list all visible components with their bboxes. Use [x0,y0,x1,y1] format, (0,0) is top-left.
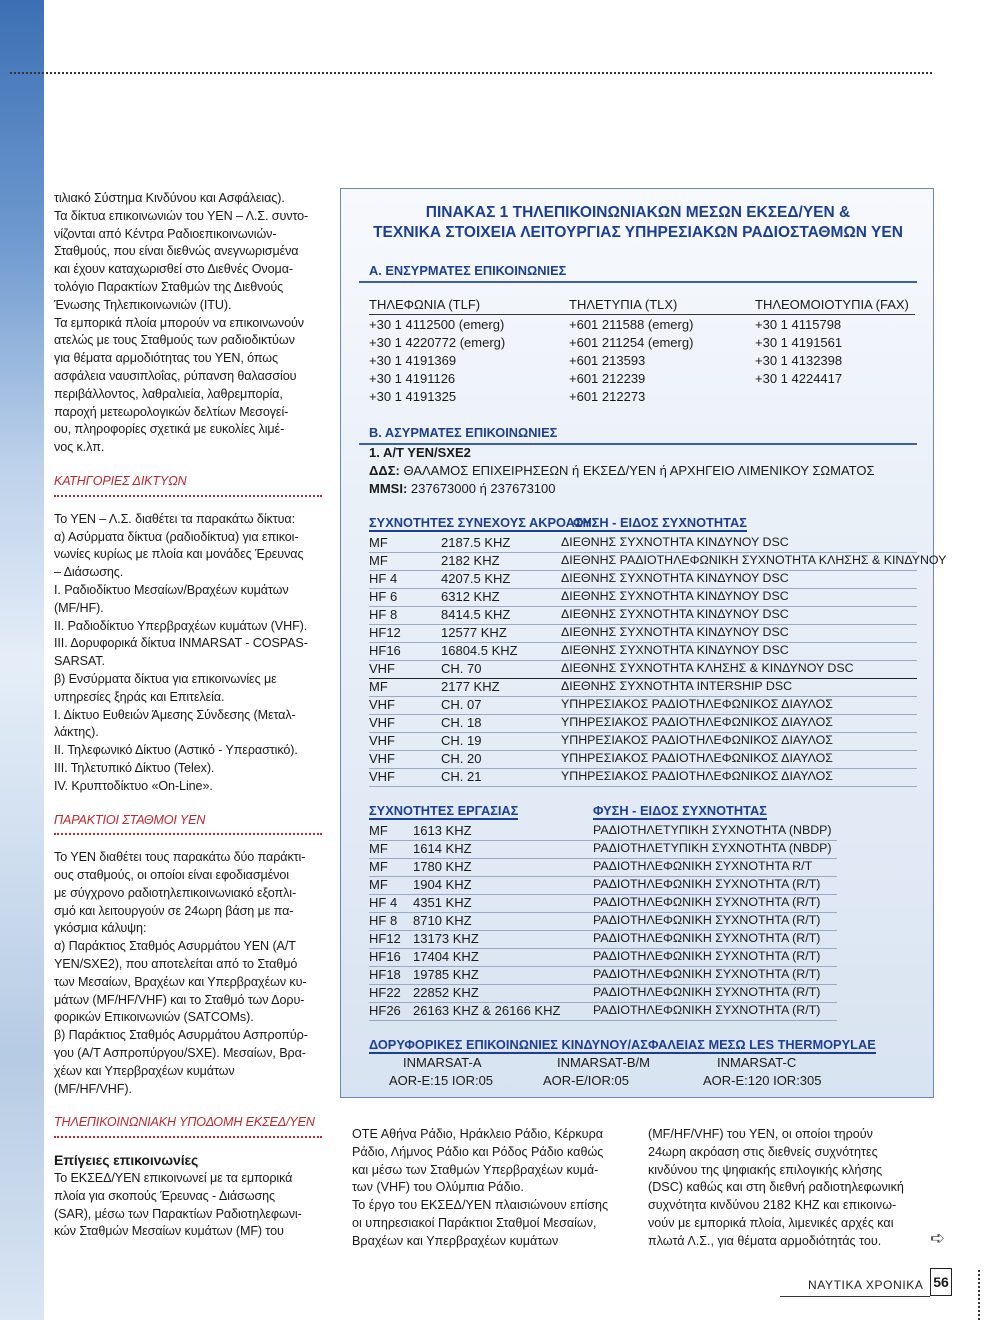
watch-nature: ΥΠΗΡΕΣΙΑΚΟΣ ΡΑΔΙΟΤΗΛΕΦΩΝΙΚΟΣ ΔΙΑΥΛΟΣ [561,733,833,747]
text-line: νίζονται από Κέντρα Ραδιοεπικοινωνιών- [54,226,277,241]
text-line: νωνίες κυρίως με πλοία και μονάδες Έρευνας [54,547,304,562]
satellite-value: AOR-E:120 IOR:305 [703,1073,822,1088]
text-line: Το ΕΚΣΕΔ/ΥΕΝ επικοινωνεί με τα εμπορικά [54,1171,293,1186]
watch-band: HF 8 [369,607,398,622]
watch-nature-header: ΦΥΣΗ - ΕΙΔΟΣ ΣΥΧΝΟΤΗΤΑΣ [573,515,747,530]
dds-value: ΘΑΛΑΜΟΣ ΕΠΙΧΕΙΡΗΣΕΩΝ ή ΕΚΣΕΔ/ΥΕΝ ή ΑΡΧΗΓΕΙΟ ΛΙΜΕΝΙΚΟΥ ΣΩΜΑΤΟΣ [403,463,875,478]
text-line: κινδύνου της ψηφιακής επιλογικής κλήσης [648,1162,883,1177]
table-title-line-1: ΠΙΝΑΚΑΣ 1 ΤΗΛΕΠΙΚΟΙΝΩΝΙΑΚΩΝ ΜΕΣΩΝ ΕΚΣΕΔ/ΥΕΝ & [425,204,851,221]
watch-frequency: CH. 07 [441,697,482,712]
watch-nature: ΔΙΕΘΝΗΣ ΣΥΧΝΟΤΗΤΑ ΚΙΝΔΥΝΟΥ DSC [561,625,789,639]
watch-frequency: 2177 KHZ [441,679,500,694]
section-a-label: Α. ΕΝΣΥΡΜΑΤΕΣ ΕΠΙΚΟΙΝΩΝΙΕΣ [369,263,567,278]
station-name: 1. Α/Τ ΥΕΝ/SXE2 [369,445,471,460]
text-line: τολόγιο Παρακτίων Σταθμών της Διεθνούς [54,279,284,294]
satellite-value: AOR-E:15 IOR:05 [389,1073,494,1088]
intro-paragraph [54,190,330,457]
watch-nature: ΔΙΕΘΝΗΣ ΣΥΧΝΟΤΗΤΑ ΚΙΝΔΥΝΟΥ DSC [561,571,789,585]
work-nature: ΡΑΔΙΟΤΗΛΕΦΩΝΙΚΗ ΣΥΧΝΟΤΗΤΑ (R/T) [593,877,821,891]
text-line: β) Παράκτιος Σταθμός Ασυρμάτου Ασπροπύρ- [54,1028,308,1043]
wired-header-tlf: ΤΗΛΕΦΩΝΙΑ (TLF) [369,297,481,312]
text-line: σμό και λειτουργούν σε 24ωρη βάση με πα- [54,903,294,918]
work-band: HF 4 [369,895,398,910]
text-line: ΙΙΙ. Δορυφορικά δίκτυα INMARSAT - COSPAS- [54,636,308,651]
section-title-network-categories: ΚΑΤΗΓΟΡΙΕΣ ΔΙΚΤΥΩΝ [54,473,322,497]
work-band: MF [369,841,388,856]
text-line: περιβάλλοντος, λαθραλιεία, λαθρεμπορία, [54,386,283,401]
work-band: MF [369,859,388,874]
satellite-system: INMARSAT-B/M [557,1055,650,1070]
watch-band: HF 6 [369,589,398,604]
watch-band: VHF [369,769,395,784]
text-line: λάκτης). [54,725,99,740]
work-frequency: 4351 KHZ [413,895,472,910]
magazine-name: ΝΑΥΤΙΚΑ ΧΡΟΝΙΚΑ [808,1278,924,1292]
mmsi-line [369,481,556,496]
watch-frequency: 12577 KHZ [441,625,507,640]
text-line: 24ωρη ακρόαση στις διεθνείς συχνότητες [648,1144,878,1159]
watch-frequency: CH. 19 [441,733,482,748]
wired-tlf-cell: +30 1 4112500 (emerg) [369,317,505,332]
watch-band: HF 4 [369,571,398,586]
text-line: ΥΕΝ/SXE2), που αποτελείται από το Σταθμό [54,957,298,972]
text-line: μάτων (MF/HF/VHF) και το Σταθμό των Δορυ- [54,992,305,1007]
terrestrial-text [54,1170,330,1241]
wired-tlf-cell: +30 1 4191126 [369,371,456,386]
text-line: (MF/HF/VHF). [54,1081,132,1096]
watch-nature: ΥΠΗΡΕΣΙΑΚΟΣ ΡΑΔΙΟΤΗΛΕΦΩΝΙΚΟΣ ΔΙΑΥΛΟΣ [561,751,833,765]
text-line: Ράδιο, Λήμνος Ράδιο και Ρόδος Ράδιο καθώς [352,1144,604,1159]
wired-fax-cell: +30 1 4224417 [755,371,843,386]
text-line: και έχουν καταχωρισθεί στο Διεθνές Ονομα- [54,262,293,277]
text-line: γκόσμια κάλυψη: [54,921,147,936]
wired-tlf-cell: +30 1 4220772 (emerg) [369,335,506,350]
work-band: HF 8 [369,913,398,928]
work-nature: ΡΑΔΙΟΤΗΛΕΦΩΝΙΚΗ ΣΥΧΝΟΤΗΤΑ (R/T) [593,967,821,981]
text-line: ΙΙ. Τηλεφωνικό Δίκτυο (Αστικό - Υπεραστικό). [54,743,298,758]
text-line: ΙΙ. Ραδιοδίκτυο Υπερβραχέων κυμάτων (VHF). [54,618,308,633]
work-nature: ΡΑΔΙΟΤΗΛΕΦΩΝΙΚΗ ΣΥΧΝΟΤΗΤΑ (R/T) [593,949,821,963]
text-line: Σταθμούς, που είναι διεθνώς ανεγνωρισμένα [54,244,299,259]
footer-rule [780,1296,930,1297]
wired-header-fax: ΤΗΛΕΟΜΟΙΟΤΥΠΙΑ (FAX) [755,297,909,312]
text-line: και μέσω των Σταθμών Υπερβραχέων κυμά- [352,1162,599,1177]
text-line: νος κ.λπ. [54,440,105,455]
wired-fax-cell: +30 1 4132398 [755,353,843,368]
watch-nature: ΔΙΕΘΝΗΣ ΣΥΧΝΟΤΗΤΑ ΚΙΝΔΥΝΟΥ DSC [561,535,789,549]
text-line: οι υπηρεσιακοί Παράκτιοι Σταθμοί Μεσαίων, [352,1215,597,1230]
watch-frequency: CH. 20 [441,751,482,766]
watch-band: VHF [369,733,395,748]
work-frequency: 1904 KHZ [413,877,472,892]
text-line: α) Ασύρματα δίκτυα (ραδιοδίκτυα) για επικοι- [54,529,299,544]
watch-frequency: 2187.5 KHZ [441,535,511,550]
text-line: ΙV. Κρυπτοδίκτυο «On-Line». [54,778,213,793]
work-band: MF [369,823,388,838]
text-line: κών Σταθμών Μεσαίων κυμάτων (MF) του [54,1224,284,1239]
wired-tlf-cell: +30 1 4191369 [369,353,457,368]
text-line: ους σταθμούς, οι οποίοι είναι εφοδιασμένοι [54,868,289,883]
dds-line [369,463,875,478]
top-dotted-rule [10,72,932,74]
dds-label: ΔΔΣ: [369,463,400,478]
work-frequency: 19785 KHZ [413,967,479,982]
satellite-value: AOR-E/IOR:05 [543,1073,629,1088]
text-line: β) Ενσύρματα δίκτυα για επικοινωνίες με [54,671,277,686]
left-column [54,190,330,1241]
wired-tlx-cell: +601 212273 [569,389,646,404]
satellite-system: INMARSAT-C [717,1055,797,1070]
text-line: (MF/HF). [54,600,104,615]
work-band: HF22 [369,985,401,1000]
work-nature: ΡΑΔΙΟΤΗΛΕΤΥΠΙΚΗ ΣΥΧΝΟΤΗΤΑ (NBDP) [593,823,832,837]
watch-frequency: CH. 70 [441,661,482,676]
text-line: Ι. Δίκτυο Ευθειών Άμεσης Σύνδεσης (Μεταλ- [54,707,296,722]
watch-nature: ΔΙΕΘΝΗΣ ΡΑΔΙΟΤΗΛΕΦΩΝΙΚΗ ΣΥΧΝΟΤΗΤΑ ΚΛΗΣΗΣ & ΚΙΝΔΥΝΟΥ [561,553,947,567]
text-line: τιλιακό Σύστημα Κινδύνου και Ασφάλειας). [54,191,285,205]
section-a-rule [359,281,917,283]
text-line: φορικών Επικοινωνιών (SATCOMs). [54,1010,254,1025]
text-line: νούν με εμπορικά πλοία, λιμενικές αρχές και [648,1215,894,1230]
watch-band: VHF [369,661,395,676]
watch-frequency: CH. 18 [441,715,482,730]
text-line: Ένωσης Τηλεπικοινωνιών (ITU). [54,297,232,312]
work-nature-header: ΦΥΣΗ - ΕΙΔΟΣ ΣΥΧΝΟΤΗΤΑΣ [593,803,767,818]
watch-frequency: 6312 KHZ [441,589,500,604]
text-line: α) Παράκτιος Σταθμός Ασυρμάτου ΥΕΝ (Α/Τ [54,939,296,954]
text-line: ου, πληροφορίες σχετικά με ευκολίες λιμέ- [54,422,285,437]
watch-nature: ΥΠΗΡΕΣΙΑΚΟΣ ΡΑΔΙΟΤΗΛΕΦΩΝΙΚΟΣ ΔΙΑΥΛΟΣ [561,715,833,729]
watch-frequency: 2182 KHZ [441,553,500,568]
watch-frequencies-header: ΣΥΧΝΟΤΗΤΕΣ ΣΥΝΕΧΟΥΣ ΑΚΡΟΑΣΗΣ [369,515,600,530]
work-frequencies-header: ΣΥΧΝΟΤΗΤΕΣ ΕΡΓΑΣΙΑΣ [369,803,519,818]
work-nature: ΡΑΔΙΟΤΗΛΕΦΩΝΙΚΗ ΣΥΧΝΟΤΗΤΑ (R/T) [593,1003,821,1017]
watch-nature: ΔΙΕΘΝΗΣ ΣΥΧΝΟΤΗΤΑ ΚΛΗΣΗΣ & ΚΙΝΔΥΝΟΥ DSC [561,661,854,675]
wired-header-tlx: ΤΗΛΕΤΥΠΙΑ (TLX) [569,297,678,312]
text-line: Ι. Ραδιοδίκτυο Μεσαίων/Βραχέων κυμάτων [54,582,289,597]
text-line: ΙΙΙ. Τηλετυπικό Δίκτυο (Telex). [54,760,215,775]
work-band: HF26 [369,1003,401,1018]
text-line: ατελώς με τους Σταθμούς των ραδιοδικτύων [54,333,295,348]
satellite-system: INMARSAT-A [403,1055,482,1070]
work-band: MF [369,877,388,892]
wired-tlf-cell: +30 1 4191325 [369,389,457,404]
text-line: πλωτά Λ.Σ., για θέματα αρμοδιότητάς του. [648,1233,882,1248]
work-band: HF18 [369,967,401,982]
text-line: υπηρεσίες ξηράς και Επιτελεία. [54,689,225,704]
watch-band: VHF [369,751,395,766]
watch-nature: ΥΠΗΡΕΣΙΑΚΟΣ ΡΑΔΙΟΤΗΛΕΦΩΝΙΚΟΣ ΔΙΑΥΛΟΣ [561,769,833,783]
text-line: Τα δίκτυα επικοινωνιών του ΥΕΝ – Λ.Σ. συντο- [54,208,309,223]
section-b-label: Β. ΑΣΥΡΜΑΤΕΣ ΕΠΙΚΟΙΝΩΝΙΕΣ [369,425,558,440]
work-frequency: 1613 KHZ [413,823,472,838]
wired-tlx-cell: +601 212239 [569,371,646,386]
mmsi-value: 237673000 ή 237673100 [410,481,556,496]
text-line: ΟΤΕ Αθήνα Ράδιο, Ηράκλειο Ράδιο, Κέρκυρα [352,1127,604,1141]
work-frequency: 8710 KHZ [413,913,472,928]
text-line: Τα εμπορικά πλοία μπορούν να επικοινωνούν [54,315,304,330]
section-title-infrastructure: ΤΗΛΕΠΙΚΟΙΝΩΝΙΑΚΗ ΥΠΟΔΟΜΗ ΕΚΣΕΔ/ΥΕΝ [54,1114,322,1138]
text-line: πλοία για σκοπούς Έρευνας - Διάσωσης [54,1188,275,1203]
watch-band: HF16 [369,643,401,658]
network-categories-text [54,511,330,796]
text-line: των Μεσαίων, Βραχέων και Υπερβραχέων κυ- [54,974,307,989]
watch-nature: ΔΙΕΘΝΗΣ ΣΥΧΝΟΤΗΤΑ ΚΙΝΔΥΝΟΥ DSC [561,643,789,657]
watch-band: MF [369,535,388,550]
page-number: 56 [930,1268,952,1296]
table-title [341,203,935,243]
watch-frequency: 16804.5 KHZ [441,643,518,658]
text-line: Το ΥΕΝ διαθέτει τους παρακάτω δύο παράκτι- [54,850,306,865]
watch-nature: ΔΙΕΘΝΗΣ ΣΥΧΝΟΤΗΤΑ INTERSHIP DSC [561,679,793,693]
text-line: SARSAT. [54,654,105,669]
telecom-table [340,188,947,1098]
text-line: Το έργο του ΕΚΣΕΔ/ΥΕΝ πλαισιώνουν επίσης [352,1198,609,1213]
work-nature: ΡΑΔΙΟΤΗΛΕΤΥΠΙΚΗ ΣΥΧΝΟΤΗΤΑ (NBDP) [593,841,832,855]
text-line: συχνότητα κινδύνου 2182 KHZ και επικοινω- [648,1198,897,1213]
bottom-right-column [648,1126,932,1251]
text-line: (MF/HF/VHF) του ΥΕΝ, οι οποίοι τηρούν [648,1127,873,1141]
work-frequency: 22852 KHZ [413,985,479,1000]
text-line: για θέματα αρμοδιότητας του ΥΕΝ, όπως [54,351,278,366]
watch-band: VHF [369,715,395,730]
work-band: HF16 [369,949,401,964]
watch-nature: ΔΙΕΘΝΗΣ ΣΥΧΝΟΤΗΤΑ ΚΙΝΔΥΝΟΥ DSC [561,607,789,621]
wired-fax-cell: +30 1 4191561 [755,335,843,350]
text-line: Το ΥΕΝ – Λ.Σ. διαθέτει τα παρακάτω δίκτυα: [54,511,295,526]
wired-tlx-cell: +601 211254 (emerg) [569,335,694,350]
work-frequency: 1614 KHZ [413,841,472,856]
text-line: (DSC) καθώς και στη διεθνή ραδιοτηλεφωνική [648,1180,904,1195]
work-nature: ΡΑΔΙΟΤΗΛΕΦΩΝΙΚΗ ΣΥΧΝΟΤΗΤΑ (R/T) [593,913,821,927]
right-dotted-rule [978,1270,980,1320]
watch-band: MF [369,553,388,568]
subheading-terrestrial: Επίγειες επικοινωνίες [54,1152,199,1169]
work-nature: ΡΑΔΙΟΤΗΛΕΦΩΝΙΚΗ ΣΥΧΝΟΤΗΤΑ R/T [593,859,813,873]
mmsi-label: MMSI: [369,481,408,496]
text-line: Βραχέων και Υπερβραχέων κυμάτων [352,1233,559,1248]
wired-tlx-cell: +601 211588 (emerg) [569,317,694,332]
bottom-middle-column [352,1126,634,1251]
row-rule [369,786,917,787]
watch-nature: ΥΠΗΡΕΣΙΑΚΟΣ ΡΑΔΙΟΤΗΛΕΦΩΝΙΚΟΣ ΔΙΑΥΛΟΣ [561,697,833,711]
text-line: (SAR), μέσω των Παρακτίων Ραδιοτηλεφωνι- [54,1206,302,1221]
coastal-stations-text [54,849,330,1098]
text-line: γου (Α/Τ Ασπροπύργου/SXE). Μεσαίων, Βρα- [54,1046,306,1061]
wired-header-rule [369,314,915,315]
satellite-header: ΔΟΡΥΦΟΡΙΚΕΣ ΕΠΙΚΟΙΝΩΝΙΕΣ ΚΙΝΔΥΝΟΥ/ΑΣΦΑΛΕΙΑΣ ΜΕΣΩ LES THERMOPYLAE [369,1037,876,1052]
work-frequency: 17404 KHZ [413,949,479,964]
work-frequency: 26163 KHZ & 26166 KHZ [413,1003,561,1018]
row-rule [369,1020,837,1021]
text-line: χέων και Υπερβραχέων κυμάτων [54,1063,235,1078]
watch-frequency: CH. 21 [441,769,482,784]
section-title-coastal-stations: ΠΑΡΑΚΤΙΟΙ ΣΤΑΘΜΟΙ ΥΕΝ [54,812,322,836]
side-image-strip [0,0,44,1320]
text-line: παροχή μετεωρολογικών δελτίων Μεσογεί- [54,404,289,419]
text-line: των (VHF) του Ολύμπια Ράδιο. [352,1180,524,1195]
text-line: – Διάσωσης. [54,565,124,580]
text-line: με σύγχρονο ραδιοτηλεπικοινωνιακό εξοπλι- [54,885,297,900]
watch-frequency: 4207.5 KHZ [441,571,511,586]
work-band: HF12 [369,931,401,946]
continue-arrow-icon: ➪ [930,1228,946,1248]
wired-fax-cell: +30 1 4115798 [755,317,842,332]
text-line: ασφάλεια ναυσιπλοΐας, ρύπανση θαλασσίου [54,368,297,383]
watch-nature: ΔΙΕΘΝΗΣ ΣΥΧΝΟΤΗΤΑ ΚΙΝΔΥΝΟΥ DSC [561,589,789,603]
wired-tlx-cell: +601 213593 [569,353,646,368]
watch-frequency: 8414.5 KHZ [441,607,511,622]
watch-band: HF12 [369,625,401,640]
watch-band: VHF [369,697,395,712]
work-nature: ΡΑΔΙΟΤΗΛΕΦΩΝΙΚΗ ΣΥΧΝΟΤΗΤΑ (R/T) [593,931,821,945]
table-title-line-2: ΤΕΧΝΙΚΑ ΣΤΟΙΧΕΙΑ ΛΕΙΤΟΥΡΓΙΑΣ ΥΠΗΡΕΣΙΑΚΩΝ ΡΑΔΙΟΣΤΑΘΜΩΝ ΥΕΝ [373,224,903,241]
work-nature: ΡΑΔΙΟΤΗΛΕΦΩΝΙΚΗ ΣΥΧΝΟΤΗΤΑ (R/T) [593,895,821,909]
work-frequency: 13173 KHZ [413,931,479,946]
work-frequency: 1780 KHZ [413,859,472,874]
work-nature: ΡΑΔΙΟΤΗΛΕΦΩΝΙΚΗ ΣΥΧΝΟΤΗΤΑ (R/T) [593,985,821,999]
watch-band: MF [369,679,388,694]
